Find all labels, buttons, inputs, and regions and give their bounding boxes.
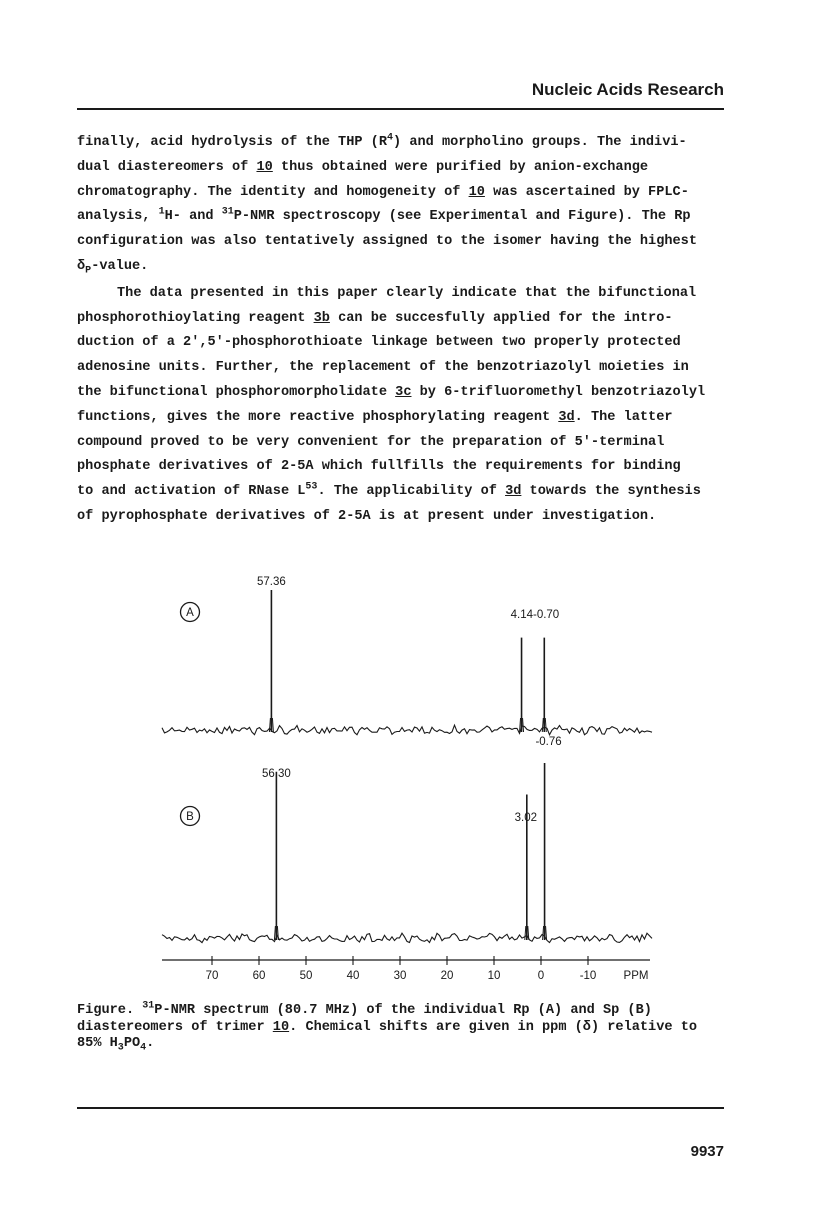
peak-label-3-02: 3.02 <box>514 812 538 824</box>
compound-ref: 10 <box>256 159 273 175</box>
peak-label-4-14-0-70: 4.14-0.70 <box>510 609 560 621</box>
spectrum-baseline-A <box>162 725 652 735</box>
x-tick-label: 20 <box>440 970 454 982</box>
journal-title: Nucleic Acids Research <box>531 80 724 99</box>
x-tick-label: -10 <box>579 970 597 982</box>
x-tick-label: 50 <box>299 970 313 982</box>
compound-ref: 3d <box>505 484 522 500</box>
x-tick-label: 70 <box>205 970 219 982</box>
compound-ref: 3c <box>395 384 412 400</box>
spectrum-baseline-B <box>162 933 652 942</box>
peak-shoulder-B-0 <box>277 926 278 940</box>
compound-ref: 10 <box>468 184 485 200</box>
compound-ref: 3b <box>313 310 330 326</box>
paragraph-2: The data presented in this paper clearly indicate that the bifunctional phosphorothioylating reagent 3b can be succesfully applied for the intro- duction of a 2',5'-phosphorothioate linkage between two properly protected adenosine units. Further, the replacement of the benzotriazolyl moieties in the bifunctional phosphoromorpholidate 3c by 6-trifluoromethyl benzotriazolyl functions, gives the more reactive phosphorylating reagent 3d. The latter compound proved to be very convenient for the preparation of 5'-terminal phosphate derivatives of 2-5A which fullfills the requirements for binding to and activation of RNase $L^{53}$. The applicability of 3d towards the synthesis of pyrophosphate derivatives of 2-5A is at present under investigation. <box>77 285 706 524</box>
header-rule <box>77 108 724 110</box>
peak-shoulder-B-0 <box>274 926 275 940</box>
peak-label-0-76: -0.76 <box>535 736 562 748</box>
trace-marker-B: B <box>186 811 194 823</box>
peak-shoulder-B-1 <box>525 926 526 940</box>
compound-ref: 3d <box>558 409 575 425</box>
footer-rule <box>77 1107 724 1109</box>
x-tick-label: 10 <box>487 970 501 982</box>
body-text <box>77 131 727 530</box>
x-tick-label: 40 <box>346 970 360 982</box>
trace-marker-A: A <box>186 607 194 619</box>
peak-label-56-30: 56.30 <box>261 768 291 780</box>
x-tick-label: 0 <box>537 970 545 982</box>
peak-shoulder-A-0 <box>272 718 273 732</box>
x-tick-label: 30 <box>393 970 407 982</box>
page-number: 9937 <box>690 1143 724 1160</box>
peak-shoulder-B-2 <box>543 926 544 940</box>
paragraph-1: finally, acid hydrolysis of the THP $(R^4)$ and morpholino groups. The indivi- dual diastereomers of 10 thus obtained were purified by anion-exchange chromatography. The identity and homogeneity of 10 was ascertained by FPLC- analysis, $^1$H- and $^{31}$P-NMR spectroscopy (see Experimental and Figure). The Rp configuration was also tentatively assigned to the isomer having the highest $\delta_P$-value. <box>77 132 697 277</box>
figure-caption: Figure. $^{31}$P-NMR spectrum (80.7 MHz) of the individual Rp (A) and Sp (B) diastereomers of trimer 10. Chemical shifts are given in ppm (δ) relative to 85% $H_3PO_4$. <box>77 1000 698 1054</box>
nmr-spectrum-figure <box>150 570 670 990</box>
compound-ref: 10 <box>272 1019 290 1035</box>
peak-shoulder-A-2 <box>545 718 546 732</box>
peak-label-57-36: 57.36 <box>257 576 286 588</box>
peak-shoulder-A-2 <box>542 718 543 732</box>
x-axis-label: PPM <box>623 970 649 982</box>
x-tick-label: 60 <box>252 970 266 982</box>
peak-shoulder-A-1 <box>523 718 524 732</box>
